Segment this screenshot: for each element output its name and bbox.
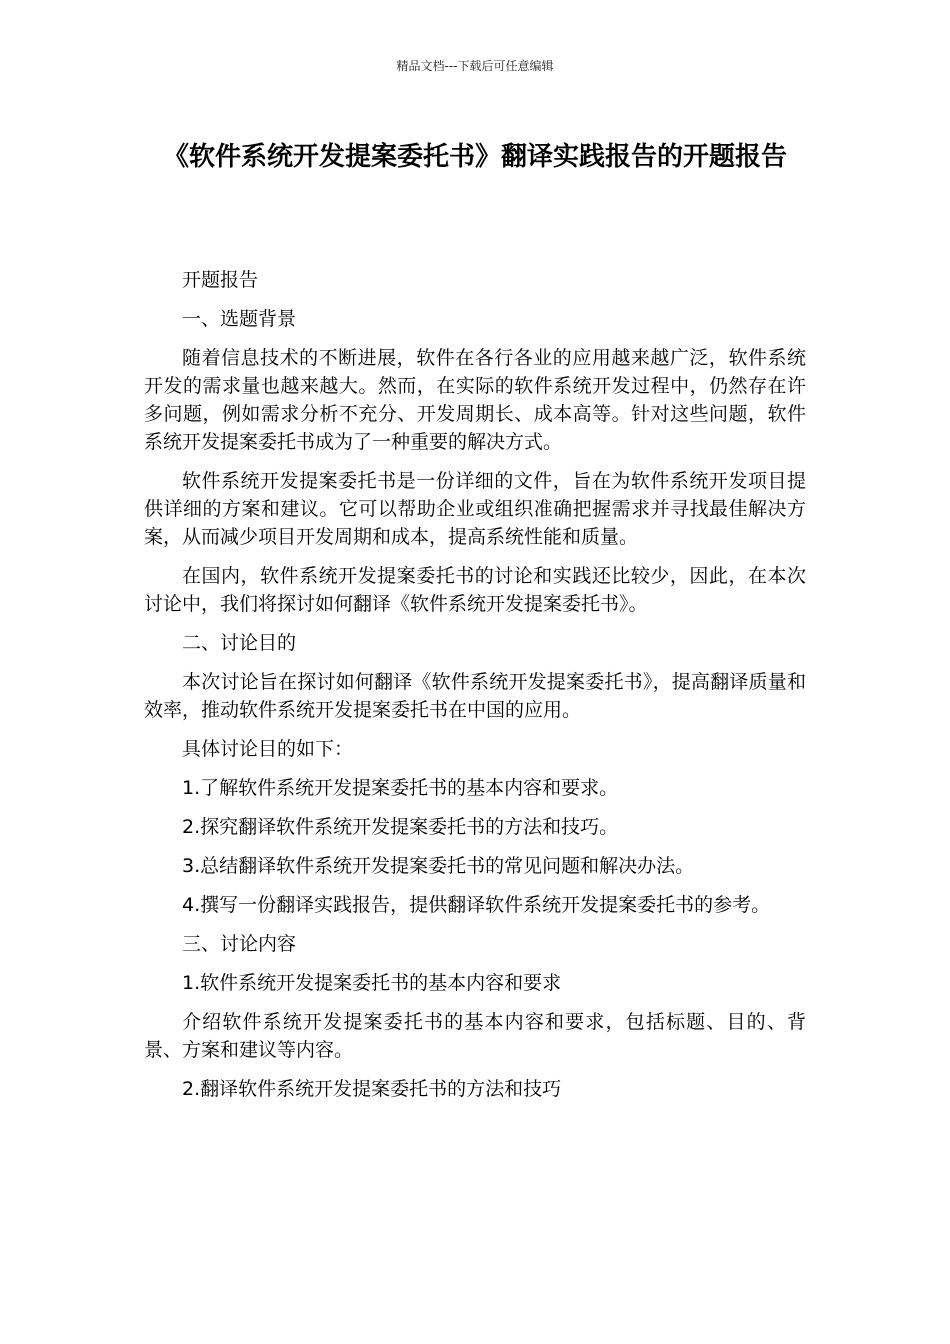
list-item: 2.探究翻译软件系统开发提案委托书的方法和技巧。 bbox=[182, 816, 619, 838]
paragraph: 在国内，软件系统开发提案委托书的讨论和实践还比较少，因此，在本次讨论中，我们将探讨如何翻译《软件系统开发提案委托书》。 bbox=[144, 565, 806, 615]
document-title: 《软件系统开发提案委托书》翻译实践报告的开题报告 bbox=[162, 142, 787, 172]
list-item: 1.了解软件系统开发提案委托书的基本内容和要求。 bbox=[182, 777, 619, 799]
subsection-heading: 1.软件系统开发提案委托书的基本内容和要求 bbox=[182, 972, 562, 994]
paragraph: 本次讨论旨在探讨如何翻译《软件系统开发提案委托书》，提高翻译质量和效率，推动软件系统开发提案委托书在中国的应用。 bbox=[144, 671, 806, 721]
section-heading-background: 一、选题背景 bbox=[182, 308, 297, 330]
subsection-heading: 2.翻译软件系统开发提案委托书的方法和技巧 bbox=[182, 1078, 562, 1100]
paragraph: 具体讨论目的如下： bbox=[182, 738, 354, 760]
paragraph: 软件系统开发提案委托书是一份详细的文件，旨在为软件系统开发项目提供详细的方案和建议。它可以帮助企业或组织准确把握需求并寻找最佳解决方案，从而减少项目开发周期和成本，提高系统性能和质量。 bbox=[144, 470, 806, 548]
section-heading-content: 三、讨论内容 bbox=[182, 933, 297, 955]
paragraph: 随着信息技术的不断进展，软件在各行各业的应用越来越广泛，软件系统开发的需求量也越来越大。然而，在实际的软件系统开发过程中，仍然存在许多问题，例如需求分析不充分、开发周期长、成本高等。针对这些问题，软件系统开发提案委托书成为了一种重要的解决方式。 bbox=[144, 347, 806, 453]
list-item: 3.总结翻译软件系统开发提案委托书的常见问题和解决办法。 bbox=[182, 855, 695, 877]
document-body bbox=[144, 266, 806, 1114]
list-item: 4.撰写一份翻译实践报告，提供翻译软件系统开发提案委托书的参考。 bbox=[182, 894, 771, 916]
section-heading-purpose: 二、讨论目的 bbox=[182, 632, 297, 654]
paragraph: 介绍软件系统开发提案委托书的基本内容和要求，包括标题、目的、背景、方案和建议等内容。 bbox=[144, 1011, 806, 1061]
paragraph-report-label: 开题报告 bbox=[182, 269, 259, 291]
page-header: 精品文档---下载后可任意编辑 bbox=[396, 59, 554, 73]
